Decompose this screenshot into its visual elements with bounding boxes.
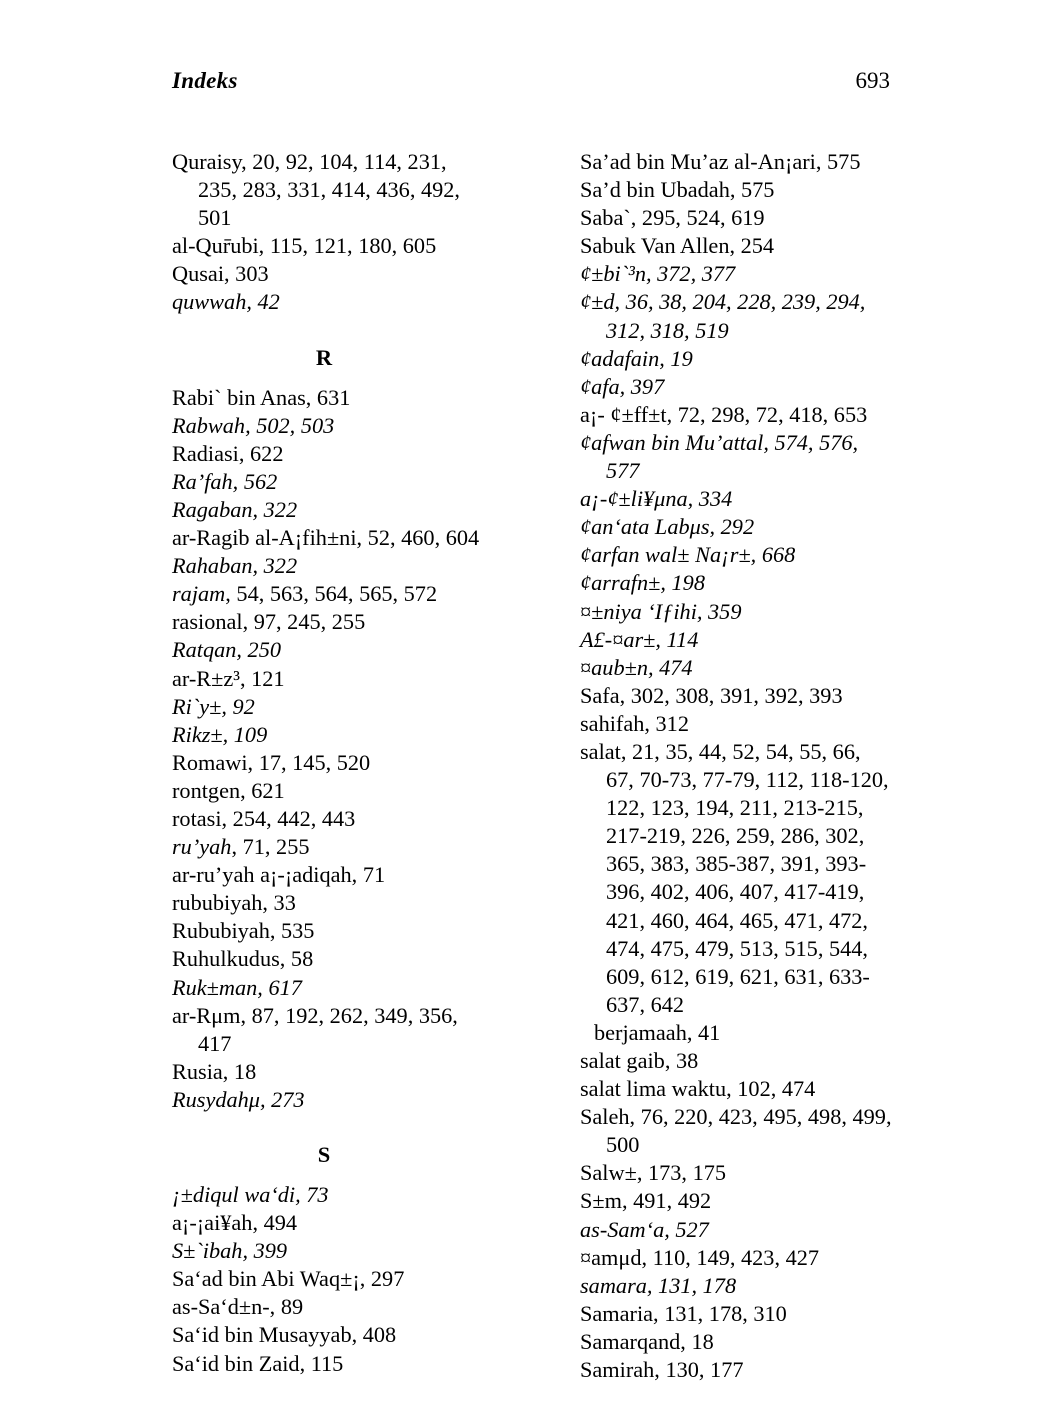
index-entry <box>172 693 484 721</box>
index-entry: Samaria, 131, 178, 310 <box>580 1300 787 1326</box>
entry-locators: , 71, 255 <box>231 834 310 860</box>
index-entry <box>580 345 892 373</box>
index-entry: ar-Ragib al-A¡fih±ni, 52, 460, 604 <box>172 525 480 551</box>
index-entry <box>172 1237 484 1265</box>
entry-term: ¢±bi`³n, 372, 377 <box>580 261 736 287</box>
index-entry: a¡-¡ai¥ah, 494 <box>172 1210 298 1236</box>
entry-term: a¡-¢±li¥μna, 334 <box>580 486 733 512</box>
entry-term: ¤±niya ‘Iƒihi, 359 <box>580 598 742 624</box>
index-entry: Qusai, 303 <box>172 261 269 287</box>
index-entry: al-Qur̄ubi, 115, 121, 180, 605 <box>172 233 437 259</box>
entry-term: ¢an‘ata Labμs, 292 <box>580 514 755 540</box>
index-entry: Ruhulkudus, 58 <box>172 946 314 972</box>
index-entry <box>580 1216 892 1244</box>
entry-term: A£-¤ar±, 114 <box>580 626 699 652</box>
index-entry: rububiyah, 33 <box>172 890 296 916</box>
page-header <box>172 68 890 94</box>
index-entry: ¤amμd, 110, 149, 423, 427 <box>580 1244 820 1270</box>
index-entry <box>580 598 892 626</box>
entry-term: Rikz±, 109 <box>172 721 268 747</box>
index-entry: Sa‘id bin Zaid, 115 <box>172 1350 344 1376</box>
index-entry: a¡- ¢±ff±t, 72, 298, 72, 418, 653 <box>580 401 868 427</box>
index-entry: Sa’d bin Ubadah, 575 <box>580 177 775 203</box>
entry-term: Rahaban, 322 <box>172 553 298 579</box>
index-entry: ar-R±z³, 121 <box>172 665 285 691</box>
index-entry: sahifah, 312 <box>580 710 689 736</box>
page-title: Indeks <box>172 68 238 93</box>
index-entry: ar-ru’yah a¡-¡adiqah, 71 <box>172 862 386 888</box>
index-entry <box>580 569 892 597</box>
entry-term: Ragaban, 322 <box>172 496 298 522</box>
entry-term: Ruk±man, 617 <box>172 974 302 1000</box>
right-column <box>580 148 892 1384</box>
index-entry: rasional, 97, 245, 255 <box>172 609 366 635</box>
index-entry: salat lima waktu, 102, 474 <box>580 1076 816 1102</box>
entry-term: Ratqan, 250 <box>172 637 282 663</box>
index-entry <box>172 1086 484 1114</box>
index-entry <box>172 721 484 749</box>
index-entry: Samarqand, 18 <box>580 1328 714 1354</box>
entry-term: rajam <box>172 581 226 607</box>
entry-term: as-Sam‘a, 527 <box>580 1216 709 1242</box>
index-entry: Rabi` bin Anas, 631 <box>172 384 351 410</box>
index-entry <box>172 833 484 861</box>
index-entry: Sa‘ad bin Abi Waq±¡, 297 <box>172 1266 405 1292</box>
index-entry <box>172 1181 484 1209</box>
index-subentry: berjamaah, 41 <box>594 1019 721 1045</box>
entry-term: Rabwah, 502, 503 <box>172 412 335 438</box>
index-entry <box>172 580 484 608</box>
index-entry <box>580 260 892 288</box>
index-entry <box>580 1272 892 1300</box>
index-entry: salat gaib, 38 <box>580 1048 699 1073</box>
entry-term: ¡±diqul wa‘di, 73 <box>172 1182 329 1207</box>
index-entry: Samirah, 130, 177 <box>580 1357 744 1383</box>
index-entry: Rusia, 18 <box>172 1058 257 1084</box>
index-entry: Salw±, 173, 175 <box>580 1160 727 1186</box>
entry-term: ¢arrafn±, 198 <box>580 570 705 596</box>
index-entry: Saba`, 295, 524, 619 <box>580 205 765 231</box>
letter-heading: R <box>315 344 333 370</box>
index-entry <box>580 626 892 654</box>
entry-term: ¢adafain, 19 <box>580 345 693 371</box>
index-entry <box>172 974 484 1002</box>
entry-term: S±`ibah, 399 <box>172 1238 288 1264</box>
entry-term: Rusydahμ, 273 <box>172 1086 305 1112</box>
page-number: 693 <box>855 68 890 93</box>
entry-term: ¤aub±n, 474 <box>580 654 693 680</box>
entry-term: ru’yah <box>172 834 232 860</box>
index-entry: rontgen, 621 <box>172 777 285 803</box>
index-entry <box>172 552 484 580</box>
index-entry <box>172 636 484 664</box>
index-columns <box>172 148 892 1384</box>
index-entry: salat, 21, 35, 44, 52, 54, 55, 66, 67, 70-73, 77-79, 112, 118-120, 122, 123, 194, 211, 213-215, 217-219, 226, 259, 286, 302, 365, 383, 385-387, 391, 393-396, 402, 406, 407, 417-419, 421, 460, 464, 465, 471, 472, 474, 475, 479, 513, 515, 544, 609, 612, 619, 621, 631, 633-637, 642 <box>580 738 889 1017</box>
index-entry <box>580 429 892 485</box>
index-entry <box>172 496 484 524</box>
entry-term: ¢afa, 397 <box>580 373 665 399</box>
index-entry <box>172 288 484 316</box>
entry-term: ¢±d, 36, 38, 204, 228, 239, 294, 312, 318, 519 <box>580 289 866 343</box>
index-entry <box>172 412 484 440</box>
entry-locators: , 54, 563, 564, 565, 572 <box>225 581 438 607</box>
index-entry: rotasi, 254, 442, 443 <box>172 805 356 831</box>
index-entry: ar-Rμm, 87, 192, 262, 349, 356, 417 <box>172 1002 458 1056</box>
index-entry: Sabuk Van Allen, 254 <box>580 233 775 259</box>
entry-term: ¢arfan wal± Na¡r±, 668 <box>580 542 796 568</box>
index-entry: S±m, 491, 492 <box>580 1188 712 1214</box>
letter-heading: S <box>317 1142 331 1167</box>
index-entry: Romawi, 17, 145, 520 <box>172 749 371 775</box>
index-entry: Radiasi, 622 <box>172 440 284 466</box>
index-entry: Saleh, 76, 220, 423, 495, 498, 499, 500 <box>580 1104 892 1158</box>
entry-term: Ra’fah, 562 <box>172 468 278 494</box>
index-entry <box>172 468 484 496</box>
left-column <box>172 148 484 1384</box>
index-entry <box>580 288 892 344</box>
entry-term: quwwah, 42 <box>172 289 280 315</box>
index-entry <box>580 541 892 569</box>
entry-term: samara, 131, 178 <box>580 1272 737 1298</box>
index-entry: Rububiyah, 535 <box>172 918 315 944</box>
index-entry: Safa, 302, 308, 391, 392, 393 <box>580 682 843 708</box>
entry-term: ¢afwan bin Mu’attal, 574, 576, 577 <box>580 429 859 484</box>
index-entry <box>580 373 892 401</box>
index-entry <box>580 654 892 682</box>
index-entry: Quraisy, 20, 92, 104, 114, 231, 235, 283, 331, 414, 436, 492, 501 <box>172 149 460 231</box>
entry-term: Ri`y±, 92 <box>172 693 255 719</box>
index-entry: Sa‘id bin Musayyab, 408 <box>172 1322 397 1348</box>
index-entry <box>580 485 892 513</box>
index-entry <box>580 513 892 541</box>
index-entry: as-Sa‘d±n-, 89 <box>172 1294 304 1320</box>
index-entry: Sa’ad bin Mu’az al-An¡ari, 575 <box>580 149 861 174</box>
